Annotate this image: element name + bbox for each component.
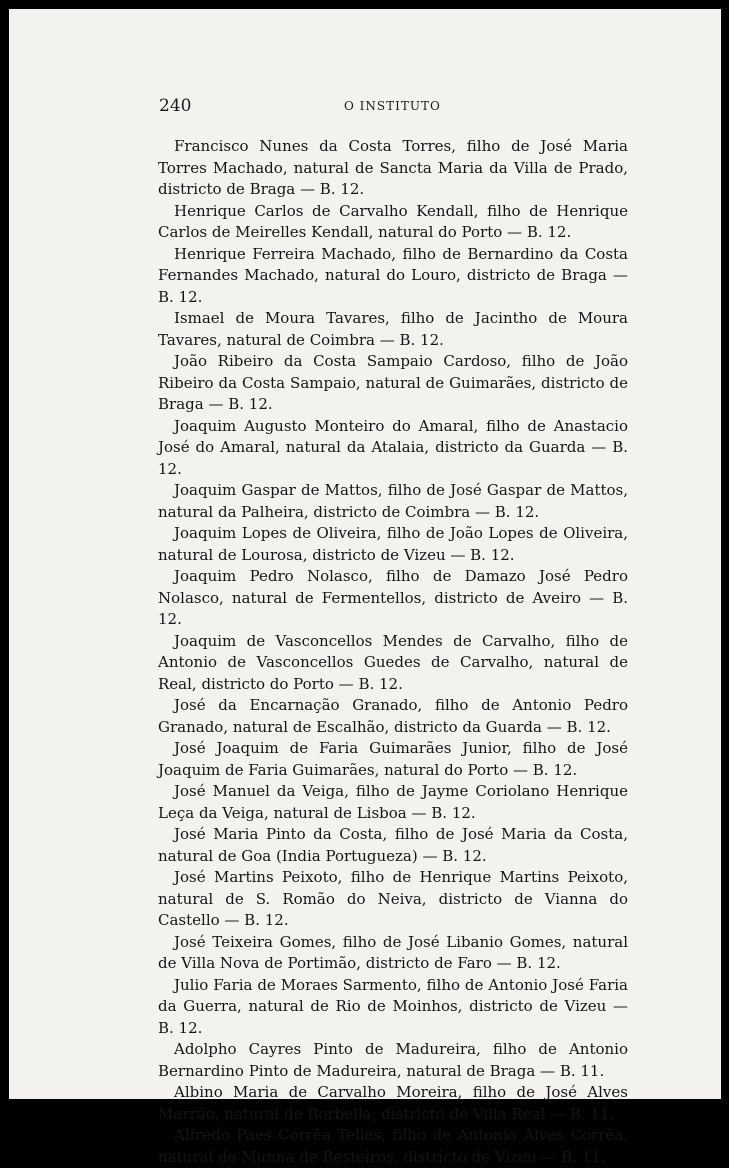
entry-list (158, 136, 628, 1168)
list-item: Alfredo Paes Corrêa Telles, filho de Antonio Alves Corrêa, natural de Munna de Besteiros, districto de Vizeu — B. 11. (158, 1126, 628, 1166)
list-item: Julio Faria de Moraes Sarmento, filho de Antonio José Faria da Guerra, natural de Rio de Moinhos, districto de Vizeu — B. 12. (158, 975, 628, 1037)
list-item: José Martins Peixoto, filho de Henrique Martins Peixoto, natural de S. Romão do Neiva, districto de Vianna do Castello — B. 12. (158, 868, 628, 929)
list-item: José Joaquim de Faria Guimarães Junior, filho de José Joaquim de Faria Guimarães, natural do Porto — B. 12. (158, 739, 628, 779)
page-header (159, 96, 629, 116)
running-title: O INSTITUTO (344, 99, 441, 113)
list-item: Albino Maria de Carvalho Moreira, filho de José Alves Marrão, natural de Borbella, districto de Villa Real — B. 11. (158, 1083, 628, 1123)
list-item: Joaquim Gaspar de Mattos, filho de José Gaspar de Mattos, natural da Palheira, districto de Coimbra — B. 12. (158, 481, 628, 521)
list-item: Adolpho Cayres Pinto de Madureira, filho de Antonio Bernardino Pinto de Madureira, natural de Braga — B. 11. (158, 1040, 628, 1080)
list-item: José Maria Pinto da Costa, filho de José Maria da Costa, natural de Goa (India Portugueza) — B. 12. (158, 825, 628, 865)
list-item: Joaquim Pedro Nolasco, filho de Damazo José Pedro Nolasco, natural de Fermentellos, districto de Aveiro — B. 12. (158, 567, 628, 628)
list-item: José Manuel da Veiga, filho de Jayme Coriolano Henrique Leça da Veiga, natural de Lisboa — B. 12. (158, 782, 628, 822)
list-item: José Teixeira Gomes, filho de José Libanio Gomes, natural de Villa Nova de Portimão, districto de Faro — B. 12. (158, 932, 628, 972)
list-item: João Ribeiro da Costa Sampaio Cardoso, filho de João Ribeiro da Costa Sampaio, natural de Guimarães, districto de Braga — B. 12. (158, 352, 628, 413)
list-item: Joaquim Augusto Monteiro do Amaral, filho de Anastacio José do Amaral, natural da Atalaia, districto da Guarda — B. 12. (158, 416, 628, 478)
list-item: Henrique Carlos de Carvalho Kendall, filho de Henrique Carlos de Meirelles Kendall, natural do Porto — B. 12. (158, 201, 628, 241)
list-item: Francisco Nunes da Costa Torres, filho de José Maria Torres Machado, natural de Sancta Maria da Villa de Prado, districto de Braga — B. 12. (158, 137, 628, 198)
list-item: José da Encarnação Granado, filho de Antonio Pedro Granado, natural de Escalhão, districto da Guarda — B. 12. (158, 696, 628, 736)
list-item: Joaquim Lopes de Oliveira, filho de João Lopes de Oliveira, natural de Lourosa, districto de Vizeu — B. 12. (158, 524, 628, 564)
list-item: Ismael de Moura Tavares, filho de Jacintho de Moura Tavares, natural de Coimbra — B. 12. (158, 309, 628, 349)
document-page (9, 9, 721, 1166)
list-item: Joaquim de Vasconcellos Mendes de Carvalho, filho de Antonio de Vasconcellos Guedes de Carvalho, natural de Real, districto do Porto — B. 12. (158, 631, 628, 693)
page-number: 240 (159, 96, 192, 116)
list-item: Henrique Ferreira Machado, filho de Bernardino da Costa Fernandes Machado, natural do Louro, districto de Braga — B. 12. (158, 244, 628, 306)
